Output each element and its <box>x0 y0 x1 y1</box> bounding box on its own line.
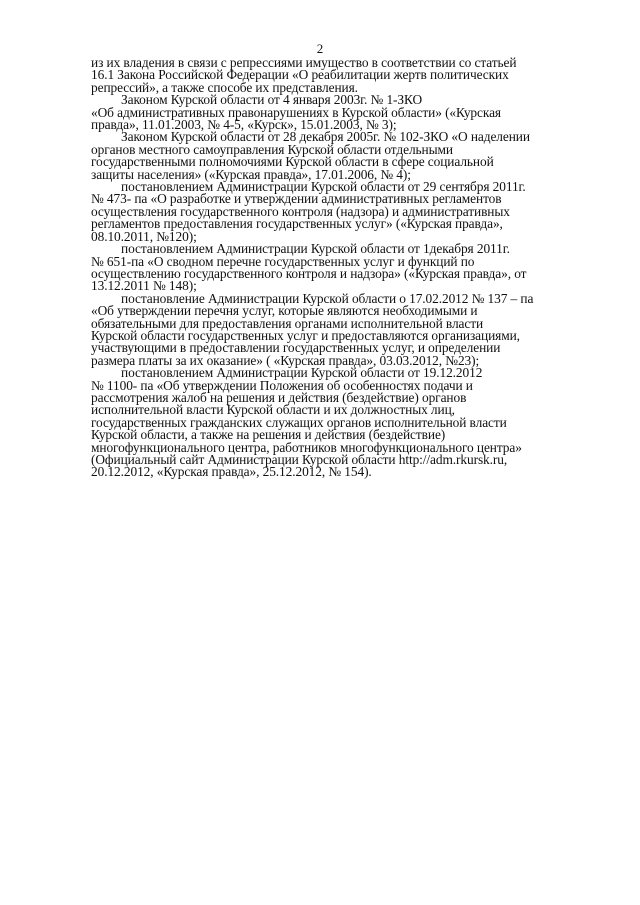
paragraph-resolution-651: постановлением Администрации Курской области от 1декабря 2011г. № 651-па «О сводном перечне государственных услуг и функций по осуществлению государственного контроля и надзора» («Курская правда», от 13.12.2011 № 148); <box>91 241 527 294</box>
paragraph-resolution-473: постановлением Администрации Курской области от 29 сентября 2011г. № 473- па «О разработке и утверждении административных регламентов осуществления государственного контроля (надзора) и административных регламентов предоставления государственных услуг» («Курская правда», 08.10.2011, №120); <box>91 179 526 244</box>
paragraph-law-2005: Законом Курской области от 28 декабря 2005г. № 102-ЗКО «О наделении органов местного самоуправления Курской области отдельными государственными полномочиями Курской области в сфере социальной защиты населения» («Курская правда», 17.01.2006, № 4); <box>91 129 530 182</box>
paragraph-resolution-137: постановление Администрации Курской области о 17.02.2012 № 137 – па «Об утверждении перечня услуг, которые являются необходимыми и обязательными для предоставления органами исполнительной власти Курской области государственных услуг и предоставляются организациями, участвующими в предоставлении государственных услуг, и определении размера платы за их оказание» ( «Курская правда», 03.03.2012, №23); <box>91 290 534 368</box>
paragraph-continuation: из их владения в связи с репрессиями имущество в соответствии со статьей 16.1 Закона Российской Федерации «О реабилитации жертв политических репрессий», а также способе их представления. <box>91 55 517 95</box>
page-number: 2 <box>316 41 324 56</box>
document-body <box>91 57 597 479</box>
paragraph-law-2003: Законом Курской области от 4 января 2003г. № 1-ЗКО «Об административных правонарушениях в Курской области» («Курская правда», 11.01.2003, № 4-5, «Курск», 15.01.2003, № 3); <box>91 92 501 133</box>
paragraph-resolution-1100: постановлением Администрации Курской области от 19.12.2012 № 1100- па «Об утверждении Положения об особенностях подачи и рассмотрения жалоб на решения и действия (бездействие) органов исполнительной власти Курской области и их должностных лиц, государственных гражданских служащих органов исполнительной власти Курской области, а также на решения и действия (бездействие) многофункционального центра, работников многофункционального центра» (Официальный сайт Администрации Курской области http://adm.rkursk.ru, 20.12.2012, «Курская правда», 25.12.2012, № 154). <box>91 365 522 480</box>
